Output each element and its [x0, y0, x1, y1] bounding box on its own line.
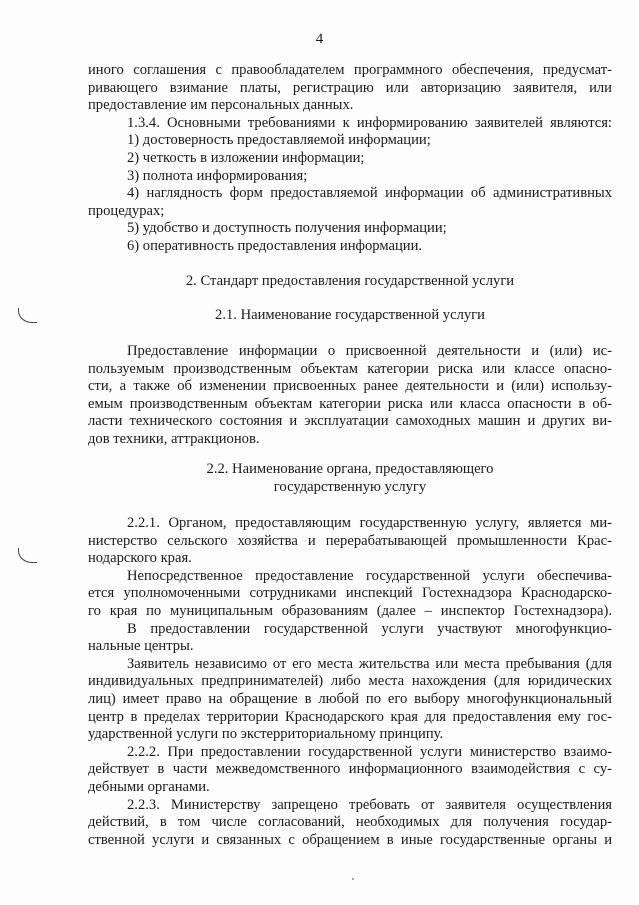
text-line: ется уполномоченными сотрудниками инспекций Гостехнадзора Краснодарско-: [88, 585, 612, 602]
section-heading: [88, 273, 612, 291]
binder-hole-mark: [18, 548, 37, 563]
text-line: предоставление им персональных данных.: [88, 97, 354, 114]
section-1-3-block: [88, 62, 612, 256]
text-line: го края по муниципальным образованиям (далее – инспектор Гостехнадзора).: [88, 602, 612, 619]
list-item: 2) четкость в изложении информации;: [127, 149, 365, 166]
subsection-title: государственную услугу: [273, 478, 427, 495]
text-line: лиц) имеет право на обращение в любой по его выбору многофункциональный: [88, 690, 612, 707]
text-line: индивидуальных предпринимателей) либо места нахождения (для юридических: [88, 673, 612, 690]
text-line: 1.3.4. Основными требованиями к информированию заявителей являются:: [127, 114, 612, 131]
page-number: 4: [315, 31, 324, 47]
text-line: 2.2.1. Органом, предоставляющим государственную услугу, является ми-: [127, 515, 612, 531]
text-line: сти, а также об изменении присвоенных ранее деятельности и (или) использу-: [88, 378, 612, 395]
text-line: В предоставлении государственной услуги участвуют многофункцио-: [127, 620, 612, 637]
binder-hole-mark: [18, 308, 37, 323]
text-line: нодарского края.: [88, 550, 192, 567]
list-item: 5) удобство и доступность получения информации;: [127, 220, 447, 237]
subsection-heading-2-2: [88, 461, 612, 496]
text-line: пользуемым производственным объектам категории риска или классе опасно-: [88, 360, 612, 377]
text-line: действует в части межведомственного информационного взаимодействия с су-: [88, 761, 612, 778]
text-line: 2.2.3. Министерству запрещено требовать от заявителя осуществления: [127, 796, 612, 813]
text-line: Предоставление информации о присвоенной деятельности и (или) ис-: [127, 343, 612, 359]
text-line: центр в пределах территории Краснодарского края для предоставления ему гос-: [88, 708, 612, 725]
scan-speck: [352, 878, 354, 880]
list-item-continuation: процедурах;: [88, 202, 165, 219]
text-line: емым производственным объектам категории риска или класса опасности в об-: [88, 395, 612, 412]
text-line: Непосредственное предоставление государственной услуги обеспечива-: [127, 567, 612, 584]
subsection-title: 2.2. Наименование органа, предоставляющего: [206, 461, 494, 477]
text-line: 2.2.2. При предоставлении государственной услуги министерство взаимо-: [127, 743, 612, 760]
text-line: нистерство сельского хозяйства и перерабатывающей промышленности Крас-: [88, 532, 612, 549]
list-item: 4) наглядность форм предоставляемой информации об административных: [127, 185, 612, 202]
text-line: ривающего взимание платы, регистрацию или авторизацию заявителя, или: [88, 79, 612, 96]
list-item: 6) оперативность предоставления информации.: [127, 237, 423, 254]
paragraph-2-1: [88, 343, 612, 449]
text-line: ственной услуги и связанных с обращением в иные государственные органы и: [88, 831, 612, 848]
text-line: действий, в том числе согласований, необходимых для получения государ-: [88, 814, 612, 831]
section-title: 2. Стандарт предоставления государственной услуги: [185, 273, 515, 289]
text-line: дебными органами.: [88, 778, 210, 795]
subsection-title: 2.1. Наименование государственной услуги: [215, 307, 485, 323]
text-line: иного соглашения с правообладателем программного обеспечения, предусмат-: [88, 62, 612, 78]
list-item: 1) достоверность предоставляемой информации;: [127, 132, 431, 149]
text-line: дов техники, аттракционов.: [88, 430, 260, 447]
text-line: ласти технического состояния и эксплуатации самоходных машин и других ви-: [88, 413, 612, 430]
text-line: нальные центры.: [88, 638, 194, 655]
subsection-heading-2-1: [88, 307, 612, 325]
text-line: ударственной услуги по экстерриториальному принципу.: [88, 726, 444, 743]
paragraph-2-2: [88, 515, 612, 849]
text-line: Заявитель независимо от его места жительства или места пребывания (для: [127, 655, 612, 672]
list-item: 3) полнота информирования;: [127, 167, 308, 184]
